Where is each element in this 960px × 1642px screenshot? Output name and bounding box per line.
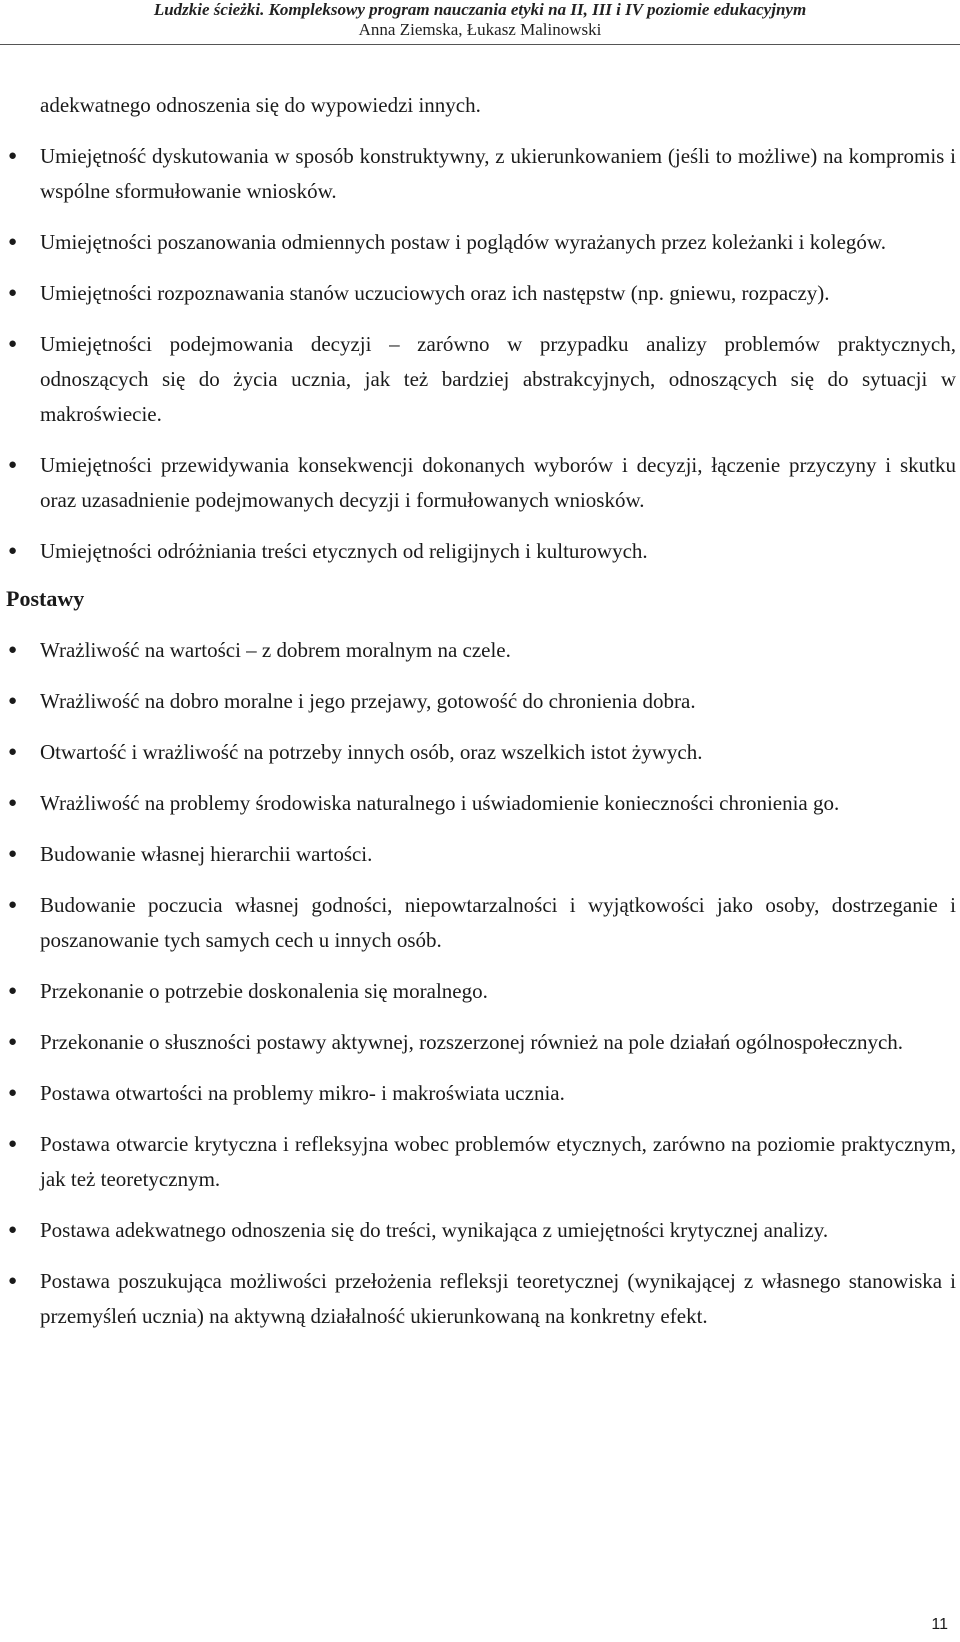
list-item-text: Budowanie własnej hierarchii wartości. — [40, 842, 373, 866]
header-authors: Anna Ziemska, Łukasz Malinowski — [358, 20, 602, 39]
list-item — [0, 448, 956, 518]
list-item-text: Postawa poszukująca możliwości przełożenia refleksji teoretycznej (wynikającej z własnego stanowiska i przemyśleń ucznia) na aktywną działalność ukierunkowaną na konkretny efekt. — [40, 1269, 956, 1328]
bullet-icon: ● — [8, 983, 18, 999]
list-item-text: Wrażliwość na wartości – z dobrem moralnym na czele. — [40, 638, 511, 662]
list-item-text: Umiejętności podejmowania decyzji – zarówno w przypadku analizy problemów praktycznych, odnoszących się do życia ucznia, jak też bardziej abstrakcyjnych, odnoszących się do sytuacji w makroświecie. — [40, 332, 956, 426]
bullet-icon: ● — [8, 1222, 18, 1238]
list-item-text: Postawa otwartości na problemy mikro- i makroświata ucznia. — [40, 1081, 565, 1105]
bullet-icon: ● — [8, 543, 18, 559]
list-item — [0, 1264, 956, 1334]
list-item — [0, 1127, 956, 1197]
attitudes-list — [0, 633, 956, 1334]
bullet-icon: ● — [8, 234, 18, 250]
list-item-text: Budowanie poczucia własnej godności, niepowtarzalności i wyjątkowości jako osoby, dostrzeganie i poszanowanie tych samych cech u innych osób. — [40, 893, 956, 952]
list-item-text: Przekonanie o słuszności postawy aktywnej, rozszerzonej również na pole działań ogólnospołecznych. — [40, 1030, 904, 1054]
bullet-icon: ● — [8, 1136, 18, 1152]
header-title: Ludzkie ścieżki. Kompleksowy program nauczania etyki na II, III i IV poziomie edukacyjnym — [153, 0, 807, 19]
skills-list — [0, 139, 956, 569]
list-item-text: Postawa otwarcie krytyczna i refleksyjna wobec problemów etycznych, zarówno na poziomie praktycznym, jak też teoretycznym. — [40, 1132, 956, 1191]
list-item — [0, 837, 956, 872]
bullet-icon: ● — [8, 795, 18, 811]
bullet-icon: ● — [8, 846, 18, 862]
list-item — [0, 327, 956, 432]
bullet-icon: ● — [8, 744, 18, 760]
list-item-text: Umiejętności rozpoznawania stanów uczuciowych oraz ich następstw (np. gniewu, rozpaczy). — [40, 281, 830, 305]
list-item — [0, 225, 956, 260]
section-heading-attitudes: Postawy — [6, 586, 85, 611]
page-content — [0, 88, 956, 1334]
list-item-text: Przekonanie o potrzebie doskonalenia się moralnego. — [40, 979, 488, 1003]
bullet-icon: ● — [8, 897, 18, 913]
header-divider — [0, 44, 960, 45]
page-header — [0, 0, 960, 41]
list-item-text: Umiejętności odróżniania treści etycznych od religijnych i kulturowych. — [40, 539, 648, 563]
list-item — [0, 633, 956, 668]
list-item-text: Wrażliwość na problemy środowiska naturalnego i uświadomienie konieczności chronienia go. — [40, 791, 840, 815]
list-item — [0, 974, 956, 1009]
list-item — [0, 1076, 956, 1111]
list-item-text: Postawa adekwatnego odnoszenia się do treści, wynikająca z umiejętności krytycznej analizy. — [40, 1218, 829, 1242]
list-item — [0, 139, 956, 209]
bullet-icon: ● — [8, 1034, 18, 1050]
list-item — [0, 1025, 956, 1060]
list-item-text: Umiejętność dyskutowania w sposób konstruktywny, z ukierunkowaniem (jeśli to możliwe) na kompromis i wspólne sformułowanie wniosków. — [40, 144, 956, 203]
list-item — [0, 534, 956, 569]
list-item — [0, 888, 956, 958]
bullet-icon: ● — [8, 148, 18, 164]
list-item-text: Wrażliwość na dobro moralne i jego przejawy, gotowość do chronienia dobra. — [40, 689, 696, 713]
continuation-text: adekwatnego odnoszenia się do wypowiedzi innych. — [40, 93, 481, 117]
bullet-icon: ● — [8, 336, 18, 352]
list-item-text: Umiejętności poszanowania odmiennych postaw i poglądów wyrażanych przez koleżanki i kolegów. — [40, 230, 886, 254]
list-item — [0, 735, 956, 770]
bullet-icon: ● — [8, 285, 18, 301]
bullet-icon: ● — [8, 693, 18, 709]
bullet-icon: ● — [8, 1085, 18, 1101]
list-item-text: Umiejętności przewidywania konsekwencji dokonanych wyborów i decyzji, łączenie przyczyny i skutku oraz uzasadnienie podejmowanych decyzji i formułowanych wniosków. — [40, 453, 956, 512]
list-item — [0, 276, 956, 311]
list-item — [0, 786, 956, 821]
bullet-icon: ● — [8, 1273, 18, 1289]
list-item-text: Otwartość i wrażliwość na potrzeby innych osób, oraz wszelkich istot żywych. — [40, 740, 703, 764]
list-item — [0, 684, 956, 719]
list-item — [0, 1213, 956, 1248]
bullet-icon: ● — [8, 457, 18, 473]
bullet-icon: ● — [8, 642, 18, 658]
page-number: 11 — [931, 1616, 948, 1633]
